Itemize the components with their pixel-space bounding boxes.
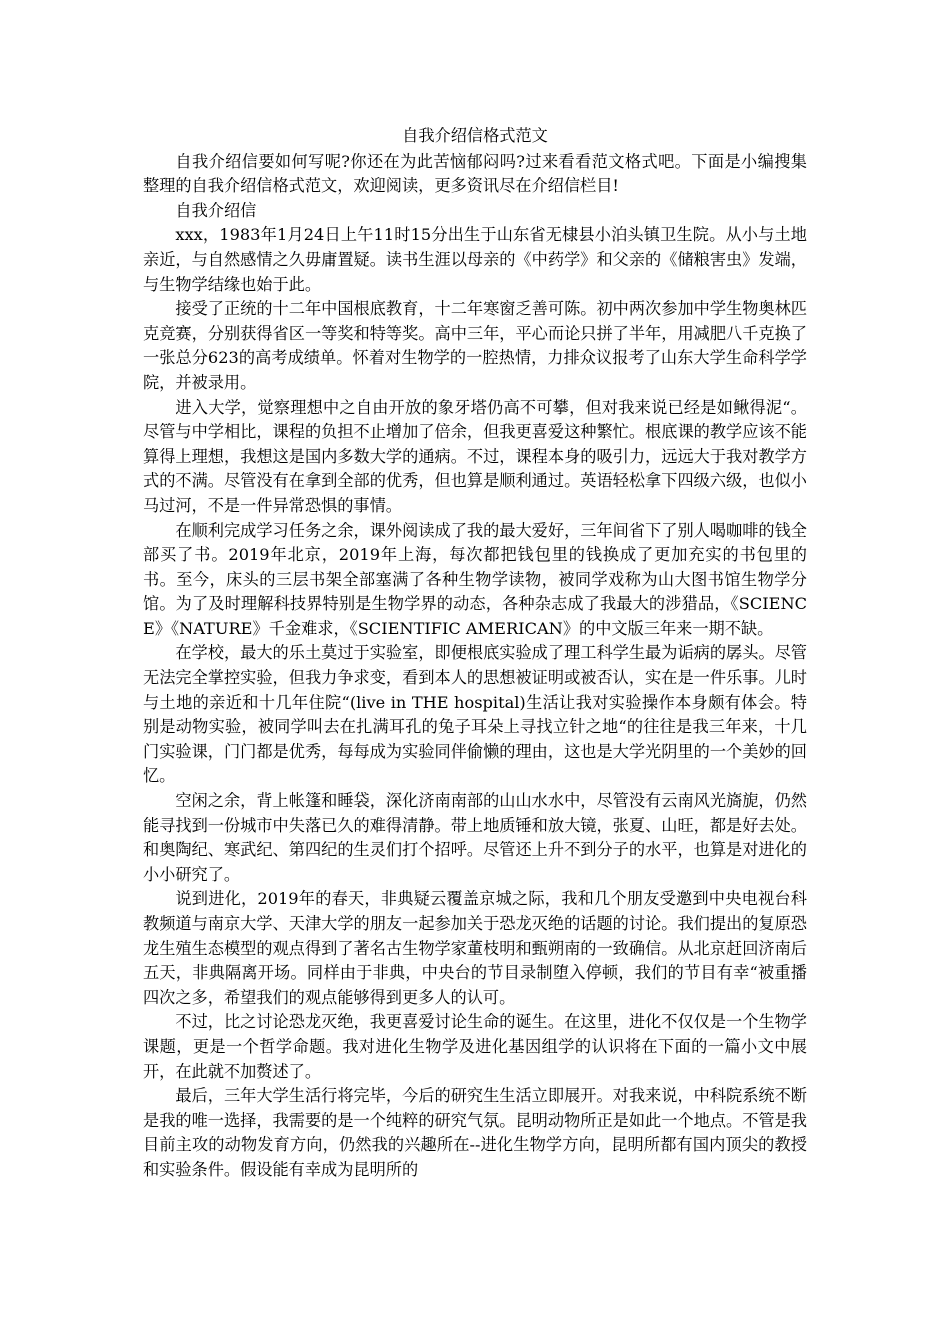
- paragraph-intro: 自我介绍信要如何写呢?你还在为此苦恼郁闷吗?过来看看范文格式吧。下面是小编搜集整理的自我介绍信格式范文，欢迎阅读，更多资讯尽在介绍信栏目!: [143, 151, 807, 196]
- paragraph-university: 进入大学，觉察理想中之自由开放的象牙塔仍高不可攀，但对我来说已经是如鳅得泥“。尽管与中学相比，课程的负担不止增加了倍余，但我更喜爱这种繁忙。根底课的教学应该不能算得上理想，我想这是国内多数大学的通病。不过，课程本身的吸引力，远远大于我对教学方式的不满。尽管没有在拿到全部的优秀，但也算是顺利通过。英语轻松拿下四级六级，也似小马过河，不是一件异常恐惧的事情。: [143, 397, 807, 515]
- paragraph-conclusion: 最后，三年大学生活行将完毕，今后的研究生生活立即展开。对我来说，中科院系统不断是我的唯一选择，我需要的是一个纯粹的研究气氛。昆明动物所正是如此一个地点。不管是我目前主攻的动物发育方向，仍然我的兴趣所在--进化生物学方向，昆明所都有国内顶尖的教授和实验条件。假设能有幸成为昆明所的: [143, 1086, 807, 1179]
- paragraph-laboratory: 在学校，最大的乐土莫过于实验室，即便根底实验成了理工科学生最为诟病的孱头。尽管无法完全掌控实验，但我力争求变，看到本人的思想被证明或被否认，实在是一件乐事。儿时与土地的亲近和十几年住院“(live in THE hospital)生活让我对实验操作本身颇有体会。特别是动物实验，被同学叫去在扎满耳孔的兔子耳朵上寻找立针之地“的往往是我三年来，十几门实验课，门门都是优秀，每每成为实验同伴偷懒的理由，这也是大学光阴里的一个美妙的回忆。: [143, 643, 807, 786]
- paragraph-heading: 自我介绍信: [175, 200, 257, 220]
- paragraph-education: 接受了正统的十二年中国根底教育，十二年寒窗乏善可陈。初中两次参加中学生物奥林匹克竞赛，分别获得省区一等奖和特等奖。高中三年，平心而论只拼了半年，用减肥八千克换了一张总分623的高考成绩单。怀着对生物学的一腔热情，力排众议报考了山东大学生命科学学院，并被录用。: [143, 299, 807, 392]
- paragraph-birth: xxx，1983年1月24日上午11时15分出生于山东省无棣县小泊头镇卫生院。从小与土地亲近，与自然感情之久毋庸置疑。读书生涯以母亲的《中药学》和父亲的《储粮害虫》发端，与生物学结缘也始于此。: [143, 225, 807, 294]
- paragraph-evolution: 说到进化，2019年的春天，非典疑云覆盖京城之际，我和几个朋友受邀到中央电视台科教频道与南京大学、天津大学的朋友一起参加关于恐龙灭绝的话题的讨论。我们提出的复原恐龙生殖生态模型的观点得到了著名古生物学家董枝明和甄朔南的一致确信。从北京赶回济南后五天，非典隔离开场。同样由于非典，中央台的节目录制堕入停顿，我们的节目有幸“被重播四次之多，希望我们的观点能够得到更多人的认可。: [143, 889, 807, 1007]
- paragraph-origin-of-life: 不过，比之讨论恐龙灭绝，我更喜爱讨论生命的诞生。在这里，进化不仅仅是一个生物学课题，更是一个哲学命题。我对进化生物学及进化基因组学的认识将在下面的一篇小文中展开，在此就不加赘述了。: [143, 1012, 807, 1081]
- document-title: 自我介绍信格式范文: [402, 126, 548, 145]
- paragraph-fieldwork: 空闲之余，背上帐篷和睡袋，深化济南南部的山山水水中，尽管没有云南风光旖旎，仍然能寻找到一份城市中失落已久的难得清静。带上地质锤和放大镜，张夏、山旺，都是好去处。和奥陶纪、寒武纪、第四纪的生灵们打个招呼。尽管还上升不到分子的水平，也算是对进化的小小研究了。: [143, 791, 807, 884]
- paragraph-reading: 在顺利完成学习任务之余，课外阅读成了我的最大爱好，三年间省下了别人喝咖啡的钱全部买了书。2019年北京，2019年上海，每次都把钱包里的钱换成了更加充实的书包里的书。至今，床头的三层书架全部塞满了各种生物学读物，被同学戏称为山大图书馆生物学分馆。为了及时理解科技界特别是生物学界的动态，各种杂志成了我最大的涉猎品，《SCIENCE》《NATURE》千金难求，《SCIENTIFIC AMERICAN》的中文版三年来一期不缺。: [143, 520, 807, 638]
